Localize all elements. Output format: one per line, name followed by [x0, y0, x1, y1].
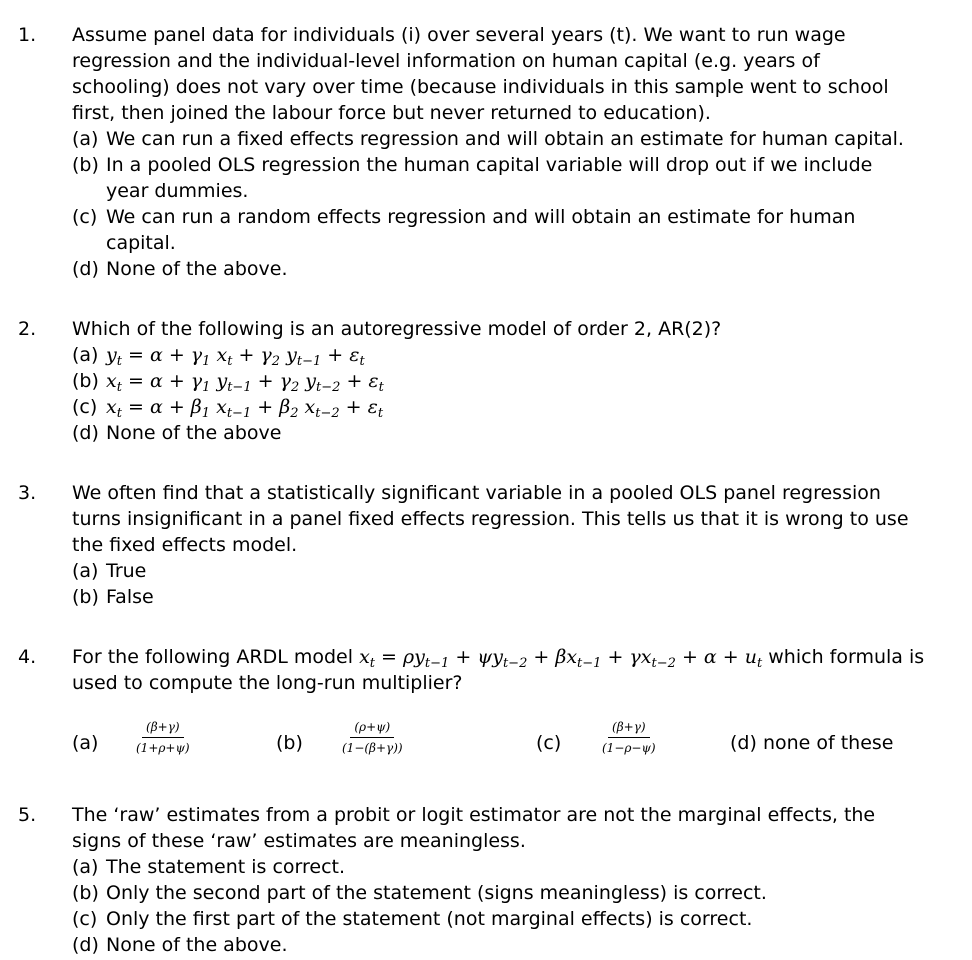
fraction-denominator: (1−(β+γ))	[342, 741, 403, 755]
option-b-label[interactable]: (b)	[276, 732, 303, 754]
option-label: (a)	[72, 344, 99, 366]
option-a[interactable]	[72, 558, 962, 584]
question-text: used to compute the long-run multiplier?	[72, 672, 463, 694]
question-number: 2.	[18, 318, 37, 340]
option-label: (c)	[72, 908, 98, 930]
option-text: None of the above.	[106, 258, 288, 280]
option-label: (d)	[730, 732, 757, 754]
option-label: (b)	[72, 154, 99, 176]
option-c-label[interactable]: (c)	[536, 732, 562, 754]
option-text: Only the first part of the statement (not marginal effects) is correct.	[106, 908, 753, 930]
option-text: none of these	[762, 732, 894, 754]
fraction-numerator: (β+γ)	[608, 718, 650, 738]
option-b[interactable]	[72, 880, 962, 906]
fraction-denominator: (1−ρ−ψ)	[602, 741, 656, 755]
question-text: We often find that a statistically significant variable in a pooled OLS panel regression	[72, 482, 881, 504]
question-number: 3.	[18, 482, 37, 504]
option-label: (d)	[72, 258, 99, 280]
option-text-continued: year dummies.	[106, 180, 249, 202]
fraction-denominator: (1+ρ+ψ)	[136, 741, 190, 755]
question-text: The ‘raw’ estimates from a probit or logit estimator are not the marginal effects, the	[72, 804, 876, 826]
question-text: schooling) does not vary over time (because individuals in this sample went to school	[72, 76, 889, 98]
question-text: regression and the individual-level information on human capital (e.g. years of	[72, 50, 820, 72]
option-c[interactable]	[72, 906, 962, 932]
option-text: True	[106, 560, 147, 582]
option-label: (d)	[72, 934, 99, 956]
option-a-label[interactable]: (a)	[72, 732, 99, 754]
option-a-fraction[interactable]	[132, 718, 194, 757]
option-b[interactable]	[72, 584, 962, 610]
fraction-numerator: (ρ+ψ)	[350, 718, 394, 738]
question-body	[72, 22, 962, 282]
option-label: (a)	[72, 560, 99, 582]
option-text: We can run a fixed effects regression and will obtain an estimate for human capital.	[106, 128, 904, 150]
option-label: (a)	[72, 856, 99, 878]
option-label: (c)	[72, 206, 98, 228]
option-c-fraction[interactable]	[598, 718, 660, 757]
question-text: Which of the following is an autoregressive model of order 2, AR(2)?	[72, 318, 722, 340]
option-text: In a pooled OLS regression the human capital variable will drop out if we include	[106, 154, 873, 176]
option-label: (b)	[72, 586, 99, 608]
option-b[interactable]	[72, 152, 962, 178]
question-text-before: For the following ARDL model	[72, 646, 360, 668]
question-number: 1.	[18, 24, 37, 46]
option-c[interactable]	[72, 204, 962, 230]
option-a[interactable]	[72, 126, 962, 152]
option-d[interactable]	[730, 730, 894, 756]
option-b-fraction[interactable]	[338, 718, 407, 757]
question-text	[72, 644, 962, 670]
question-text-after: which formula is	[762, 646, 925, 668]
question-body	[72, 802, 962, 958]
question-text: turns insignificant in a panel fixed effects regression. This tells us that it is wrong to use	[72, 508, 909, 530]
question-number: 5.	[18, 804, 37, 826]
question-body	[72, 644, 962, 696]
option-a[interactable]	[72, 854, 962, 880]
question-body	[72, 480, 962, 610]
question-text: the fixed effects model.	[72, 534, 298, 556]
option-label: (d)	[72, 422, 99, 444]
option-b[interactable]	[72, 368, 962, 394]
option-label: (c)	[72, 396, 98, 418]
option-d[interactable]	[72, 932, 962, 958]
option-formula: $x_t = \alpha + \beta_1$ $x_{t-1} + \beta_2$ $x_{t-2} + \varepsilon_t$	[106, 396, 384, 421]
option-text-continued: capital.	[106, 232, 176, 254]
question-number: 4.	[18, 646, 37, 668]
option-text: Only the second part of the statement (signs meaningless) is correct.	[106, 882, 767, 904]
option-text: None of the above.	[106, 934, 288, 956]
option-label: (a)	[72, 128, 99, 150]
option-c[interactable]	[72, 394, 962, 420]
option-text: The statement is correct.	[106, 856, 346, 878]
option-text: We can run a random effects regression and will obtain an estimate for human	[106, 206, 856, 228]
option-a[interactable]	[72, 342, 962, 368]
fraction-numerator: (β+γ)	[142, 718, 184, 738]
option-formula: $y_t = \alpha + \gamma_1$ $x_t + \gamma_2$ $y_{t-1} + \varepsilon_t$	[106, 344, 365, 369]
question-body	[72, 316, 962, 446]
question-text: signs of these ‘raw’ estimates are meaningless.	[72, 830, 526, 852]
question-text: first, then joined the labour force but never returned to education).	[72, 102, 711, 124]
option-text: False	[106, 586, 154, 608]
option-formula: $x_t = \alpha + \gamma_1$ $y_{t-1} + \gamma_2$ $y_{t-2} + \varepsilon_t$	[106, 370, 384, 395]
question-text: Assume panel data for individuals (i) over several years (t). We want to run wage	[72, 24, 846, 46]
option-label: (b)	[72, 882, 99, 904]
option-d[interactable]	[72, 420, 962, 446]
option-label: (b)	[72, 370, 99, 392]
question-4	[0, 644, 972, 764]
ardl-formula: $x_t = \rho y_{t-1} + \psi y_{t-2} + \beta x_{t-1} + \gamma x_{t-2} + \alpha + u_t$	[359, 646, 763, 671]
option-d[interactable]	[72, 256, 962, 282]
option-text: None of the above	[106, 422, 282, 444]
